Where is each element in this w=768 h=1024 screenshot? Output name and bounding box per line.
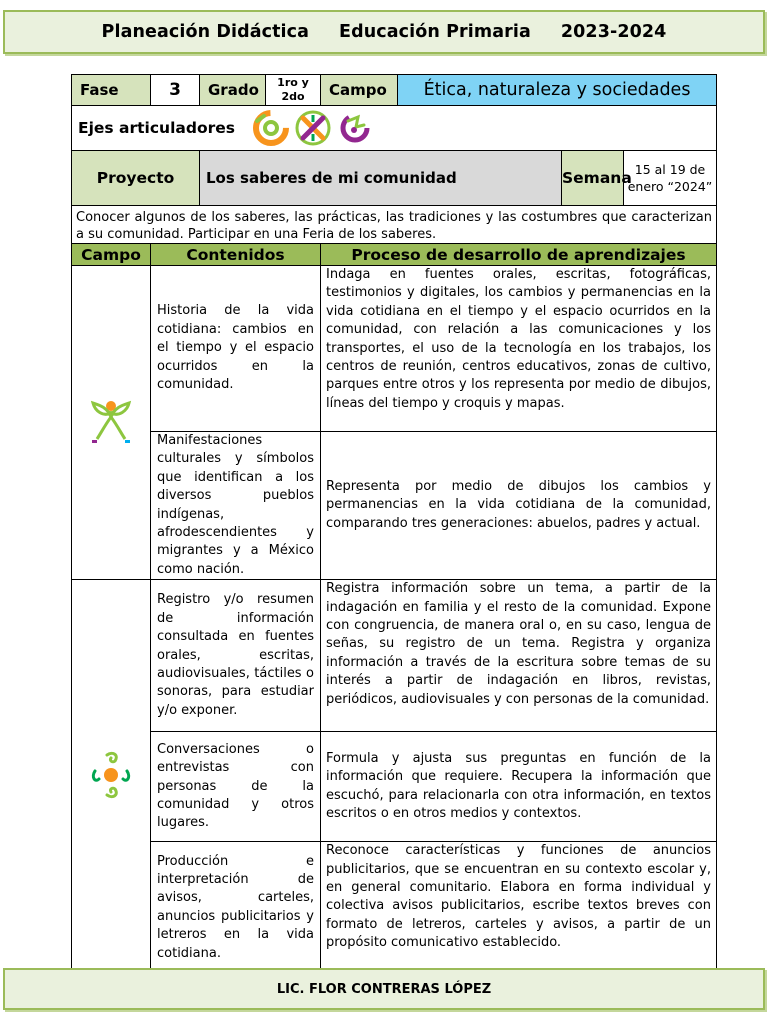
proceso-cell: Representa por medio de dibujos los cambios y permanencias en la vida cotidiana de la comunidad, comparando tres generaciones: abuelos, padres y actual. [321, 432, 717, 580]
proceso-cell: Indaga en fuentes orales, escritas, fotográficas, testimonios y digitales, los cambios y permanencias en la vida cotidiana en el tiempo y el espacio ocurridos en la comunidad, con relación a las comunicaciones y los transportes, el uso de la tecnología en los trabajos, los centros de reunión, centros educativos, zonas de cultivo, parques entre otros y los representa por medio de dibujos, líneas del tiempo y croquis y mapas. [321, 266, 717, 432]
footer-banner [3, 968, 765, 1010]
table-row [72, 732, 717, 842]
grado-value-line1: 1ro y [277, 76, 309, 89]
pensamiento-critico-icon [294, 109, 332, 147]
ejes-cell [72, 106, 717, 151]
proceso-cell: Registra información sobre un tema, a partir de la indagación en familia y el resto de la comunidad. Expone con congruencia, de manera oral o, en su caso, lengua de señas, su registro de un tema. Registra y organiza información a través de la escritura sobre temas de su interés a partir de indagación en libros, revistas, periódicos, audiovisuales y con personas de la comunidad. [321, 580, 717, 732]
semana-value [624, 151, 717, 206]
author-name: LIC. FLOR CONTRERAS LÓPEZ [276, 981, 492, 997]
school-cycle: 2023-2024 [560, 22, 667, 42]
proyecto-label: Proyecto [72, 151, 200, 206]
semana-line2: enero “2024” [627, 179, 713, 194]
document-title: Planeación Didáctica [101, 22, 310, 42]
campo-icon-cell [72, 580, 151, 974]
fase-value: 3 [151, 75, 200, 106]
table-row [72, 580, 717, 732]
interculturalidad-critica-icon [252, 109, 290, 147]
proceso-cell: Reconoce características y funciones de anuncios publicitarios, que se encuentran en su contexto escolar y, en general comunitario. Elabora en forma individual y colectiva avisos publicitarios, escribe textos breves con formato de letreros, carteles y avisos, a partir de un propósito comunicativo establecido. [321, 842, 717, 974]
proceso-cell: Formula y ajusta sus preguntas en función de la información que requiere. Recupera la información que escuchó, para relacionarla con otra información, en textos escritos o en otros medios y contextos. [321, 732, 717, 842]
header-banner [3, 10, 765, 54]
grado-label: Grado [200, 75, 266, 106]
column-header-proceso: Proceso de desarrollo de aprendizajes [321, 244, 717, 266]
education-level: Educación Primaria [339, 22, 531, 42]
description-row [72, 206, 717, 244]
semana-label-text: Semana [562, 169, 632, 187]
fase-label: Fase [72, 75, 151, 106]
info-row [72, 75, 717, 106]
proyecto-value: Los saberes de mi comunidad [200, 151, 562, 206]
campo-label: Campo [321, 75, 398, 106]
grado-value [266, 75, 321, 106]
project-row [72, 151, 717, 206]
contenido-cell: Historia de la vida cotidiana: cambios en el tiempo y el espacio ocurridos en la comunidad. [151, 266, 321, 432]
contenido-cell: Registro y/o resumen de información consultada en fuentes orales, escritas, audiovisuales, táctiles o sonoras, para estudiar y/o exponer. [151, 580, 321, 732]
vida-saludable-icon [336, 109, 374, 147]
contenido-cell: Manifestaciones culturales y símbolos que identifican a los diversos pueblos indígenas, afrodescendientes y migrantes y a México como nación. [151, 432, 321, 580]
table-row [72, 432, 717, 580]
grado-value-line2: 2do [281, 90, 305, 103]
ejes-row [72, 106, 717, 151]
planning-table [71, 74, 717, 974]
ejes-label: Ejes articuladores [78, 119, 235, 137]
column-header-row [72, 244, 717, 266]
table-row [72, 842, 717, 974]
contenido-cell: Conversaciones o entrevistas con personas de la comunidad y otros lugares. [151, 732, 321, 842]
campo-icon-cell [72, 266, 151, 580]
semana-line1: 15 al 19 de [634, 162, 706, 177]
etica-naturaleza-sociedades-icon [89, 397, 133, 445]
contenido-cell: Producción e interpretación de avisos, carteles, anuncios publicitarios y letreros en la vida cotidiana. [151, 842, 321, 974]
table-row [72, 266, 717, 432]
project-description: Conocer algunos de los saberes, las prácticas, las tradiciones y las costumbres que caracterizan a su comunidad. Participar en una Feria de los saberes. [72, 206, 717, 244]
semana-label [562, 151, 632, 206]
lenguajes-icon [89, 749, 133, 801]
campo-value: Ética, naturaleza y sociedades [398, 75, 717, 106]
column-header-contenidos: Contenidos [151, 244, 321, 266]
column-header-campo: Campo [72, 244, 151, 266]
